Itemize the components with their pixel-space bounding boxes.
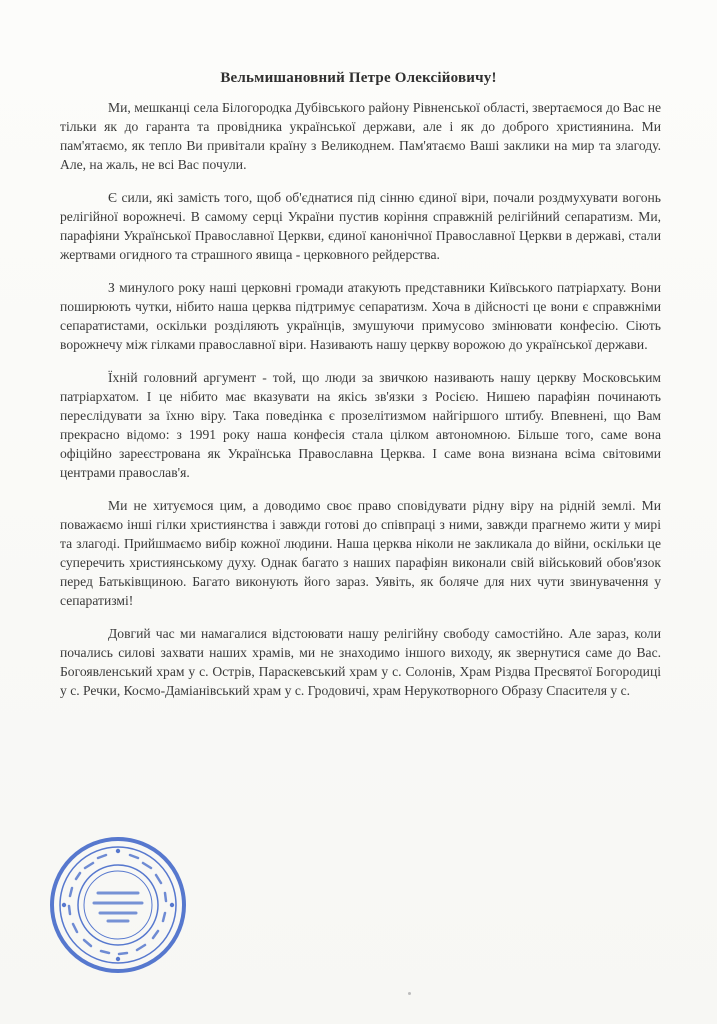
paragraph-4: Їхній головний аргумент - той, що люди за звичкою називають нашу церкву Московським патріархатом. І це нібито має вказувати на якісь зв'язки з Росією. Нишею парафіян починають переслідувати за їхню віру. Така поведінка є прозелітизмом найгіршого штибу. Впевнені, що Вам прекрасно відомо: з 1991 року наша конфесія стала цілком автономною. Більше того, саме вона офіційно зареєстрована як Українська Православна Церква. І саме вона визнана всіма світовими центрами православ'я. (60, 370, 661, 480)
paragraph-6: Довгий час ми намагалися відстоювати нашу релігійну свободу самостійно. Але зараз, коли почались силові захвати наших храмів, ми не знаходимо іншого виходу, як звернутися саме до Вас. Богоявленський храм у с. Острів, Параскевський храм у с. Солонів, Храм Різдва Пресвятої Богородиці у с. Речки, Космо-Даміанівський храм у с. Гродовичі, храм Нерукотворного Образу Спасителя у с. (60, 626, 661, 698)
paragraph-3: З минулого року наші церковні громади атакують представники Київського патріархату. Вони поширюють чутки, нібито наша церква підтримує сепаратизм. Хоча в дійсності це вони є справжніми сепаратистами, оскільки розділяють українців, змушуючи примусово змінювати конфесію. Сіють ворожнечу між гілками православної віри. Називають нашу церкву ворожою до української держави. (60, 280, 661, 352)
round-seal-icon (48, 835, 188, 975)
paragraph-5: Ми не хитуємося цим, а доводимо своє право сповідувати рідну віру на рідній землі. Ми поважаємо інші гілки християнства і завжди готові до співпраці з ними, завжди прагнемо жити у мирі та злагоді. Прийшмаємо вибір кожної людини. Наша церква ніколи не закликала до війни, оскільки це суперечить християнському духу. Однак багато з наших парафіян виконали свій військовий обов'язок перед Батьківщиною. Багато виконують його зараз. Уявіть, як боляче для них чути звинувачення у сепаратизмі! (60, 498, 661, 608)
salutation-heading: Вельмишановний Петре Олексійовичу! (220, 70, 497, 86)
page-mark (408, 992, 411, 995)
paragraph-2: Є сили, які замість того, щоб об'єднатися під сінню єдиної віри, почали роздмухувати вогонь релігійної ворожнечі. В самому серці України пустив коріння справжній релігійний сепаратизм. Ми, парафіяни Української Православної Церкви, єдиної канонічної Православної Церкви в державі, стали жертвами огидного та страшного явища - церковного рейдерства. (60, 190, 661, 262)
letter-body (60, 98, 661, 700)
paragraph-1: Ми, мешканці села Білогородка Дубівського району Рівненської області, звертаємося до Вас не тільки як до гаранта та провідника української держави, але і як до доброго християнина. Ми пам'ятаємо, як тепло Ви привітали країну з Великоднем. Пам'ятаємо Ваші заклики на мир та злагоду. Але, на жаль, не всі Вас почули. (60, 100, 661, 172)
